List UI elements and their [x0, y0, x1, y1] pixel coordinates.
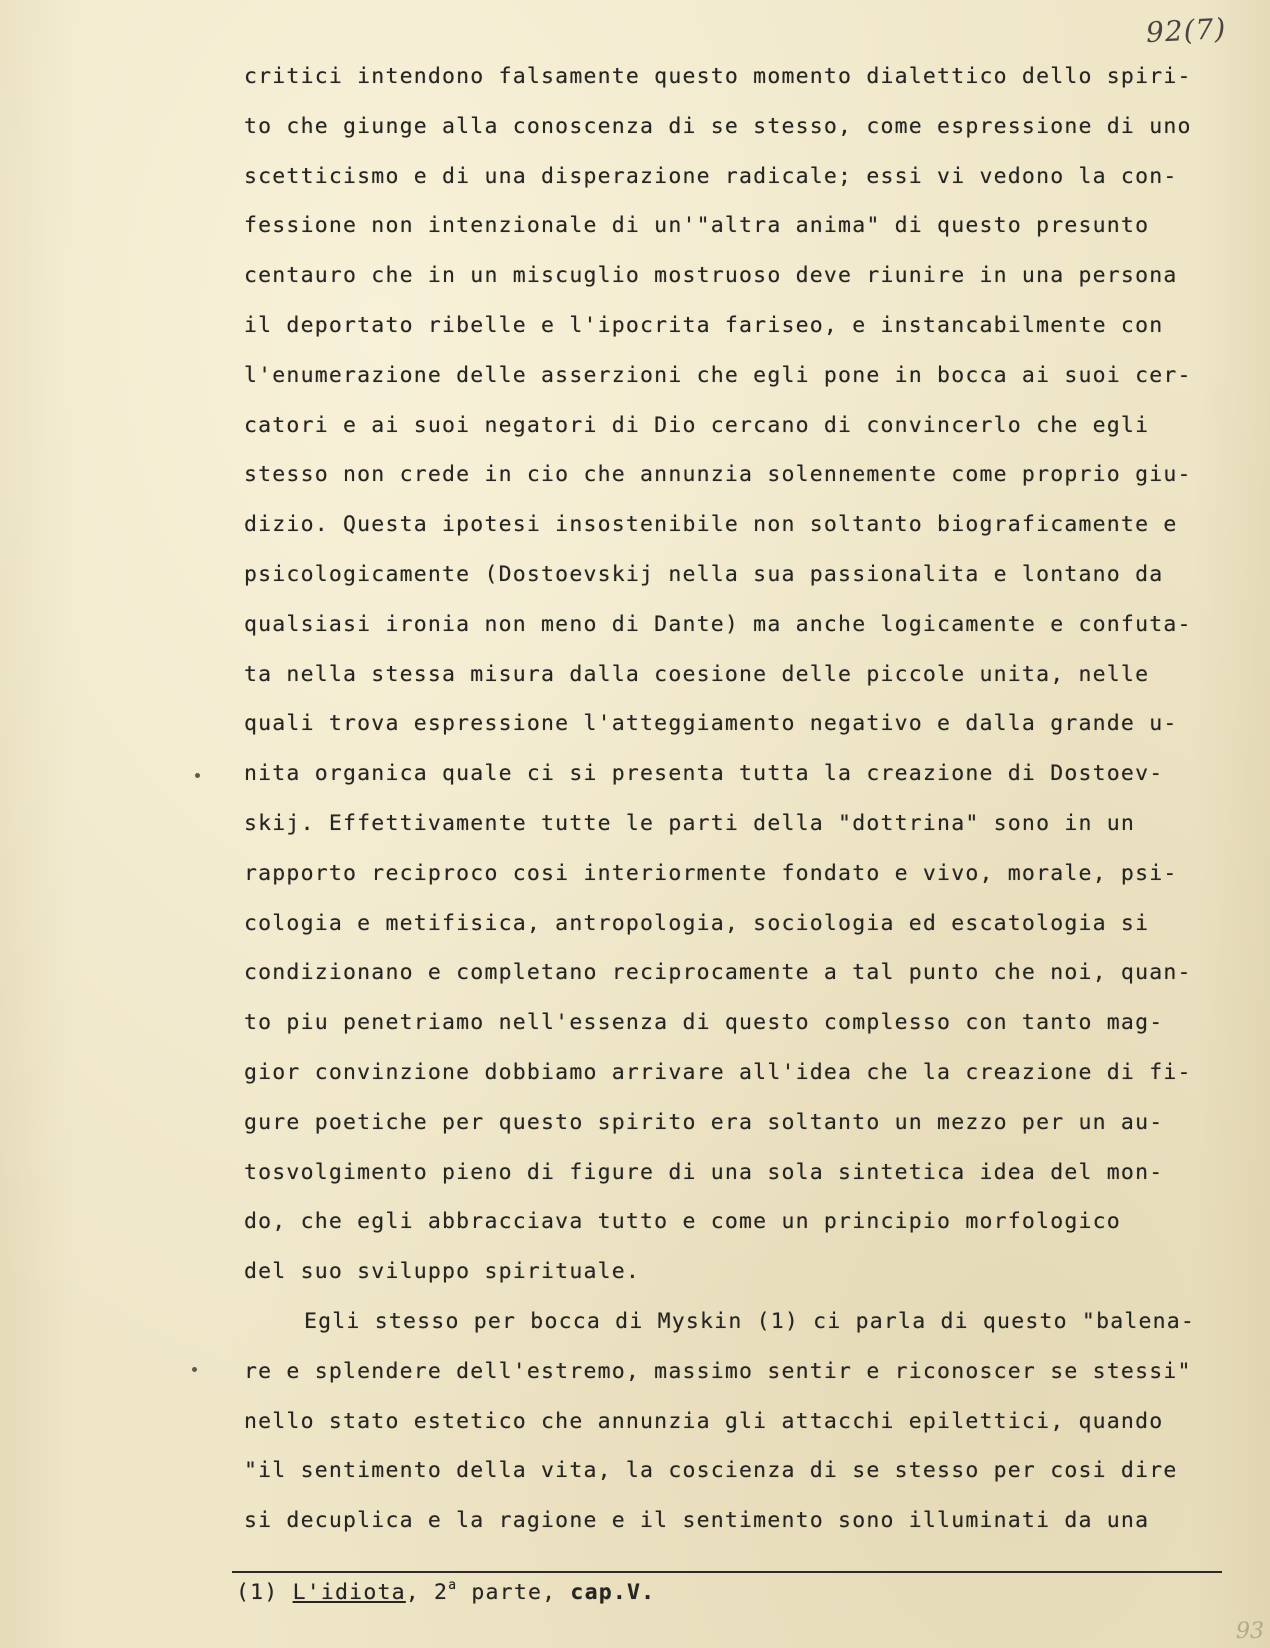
text-line: centauro che in un miscuglio mostruoso deve riunire in una persona	[244, 263, 1178, 289]
text-line: condizionano e completano reciprocamente a tal punto che noi, quan-	[244, 960, 1192, 986]
footnote-part-number: 2	[434, 1580, 449, 1605]
footnote-chapter: cap.V.	[570, 1580, 656, 1605]
text-line: rapporto reciproco cosi interiormente fondato e vivo, morale, psi-	[244, 860, 1178, 886]
text-line: do, che egli abbracciava tutto e come un principio morfologico	[244, 1209, 1121, 1235]
text-line: tosvolgimento pieno di figure di una sola sintetica idea del mon-	[244, 1159, 1164, 1185]
text-line: scetticismo e di una disperazione radicale; essi vi vedono la con-	[244, 163, 1178, 189]
text-line: stesso non crede in cio che annunzia solennemente come proprio giu-	[244, 462, 1192, 488]
text-line: ta nella stessa misura dalla coesione delle piccole unita, nelle	[244, 661, 1150, 687]
footnote-superscript: a	[448, 1578, 458, 1593]
typewritten-body	[244, 52, 1254, 1546]
text-line: skij. Effettivamente tutte le parti della "dottrina" sono in un	[244, 810, 1136, 836]
text-line: si decuplica e la ragione e il sentimento sono illuminati da una	[244, 1508, 1150, 1534]
margin-mark	[195, 773, 200, 778]
text-line: quali trova espressione l'atteggiamento negativo e dalla grande u-	[244, 711, 1178, 737]
text-line: gure poetiche per questo spirito era soltanto un mezzo per un au-	[244, 1109, 1164, 1135]
text-line: l'enumerazione delle asserzioni che egli pone in bocca ai suoi cer-	[244, 362, 1192, 388]
text-line: gior convinzione dobbiamo arrivare all'idea che la creazione di fi-	[244, 1059, 1192, 1085]
text-line: il deportato ribelle e l'ipocrita fariseo, e instancabilmente con	[244, 312, 1164, 338]
text-line: psicologicamente (Dostoevskij nella sua passionalita e lontano da	[244, 561, 1164, 587]
text-line: re e splendere dell'estremo, massimo sentir e riconoscer se stessi"	[244, 1358, 1192, 1384]
footnote-separator: ,	[405, 1580, 435, 1605]
text-line: nita organica quale ci si presenta tutta la creazione di Dostoev-	[244, 761, 1164, 787]
page-number: 92(7)	[1145, 11, 1228, 50]
text-line: del suo sviluppo spirituale.	[244, 1259, 641, 1285]
text-line: to che giunge alla conoscenza di se stesso, come espressione di uno	[244, 113, 1192, 139]
footnote	[236, 1578, 655, 1605]
footnote-title: L'idiota	[292, 1580, 406, 1605]
text-line: qualsiasi ironia non meno di Dante) ma anche logicamente e confuta-	[244, 611, 1192, 637]
text-line: nello stato estetico che annunzia gli attacchi epilettici, quando	[244, 1408, 1164, 1434]
text-line: cologia e metifisica, antropologia, sociologia ed escatologia si	[244, 910, 1150, 936]
text-line: critici intendono falsamente questo momento dialettico dello spiri-	[244, 64, 1192, 89]
corner-page-mark: 93	[1236, 1619, 1264, 1644]
text-line: to piu penetriamo nell'essenza di questo complesso con tanto mag-	[244, 1010, 1164, 1036]
footnote-divider	[232, 1571, 1222, 1573]
footnote-part: parte,	[471, 1580, 557, 1605]
text-line: fessione non intenzionale di un'"altra anima" di questo presunto	[244, 213, 1150, 239]
footnote-marker: (1)	[236, 1580, 279, 1605]
margin-mark	[192, 1367, 197, 1372]
paragraph-first-line: Egli stesso per bocca di Myskin (1) ci parla di questo "balena-	[304, 1308, 1196, 1334]
text-line: dizio. Questa ipotesi insostenibile non soltanto biograficamente e	[244, 512, 1178, 538]
text-line: "il sentimento della vita, la coscienza di se stesso per cosi dire	[244, 1458, 1178, 1484]
text-line: catori e ai suoi negatori di Dio cercano di convincerlo che egli	[244, 412, 1150, 438]
